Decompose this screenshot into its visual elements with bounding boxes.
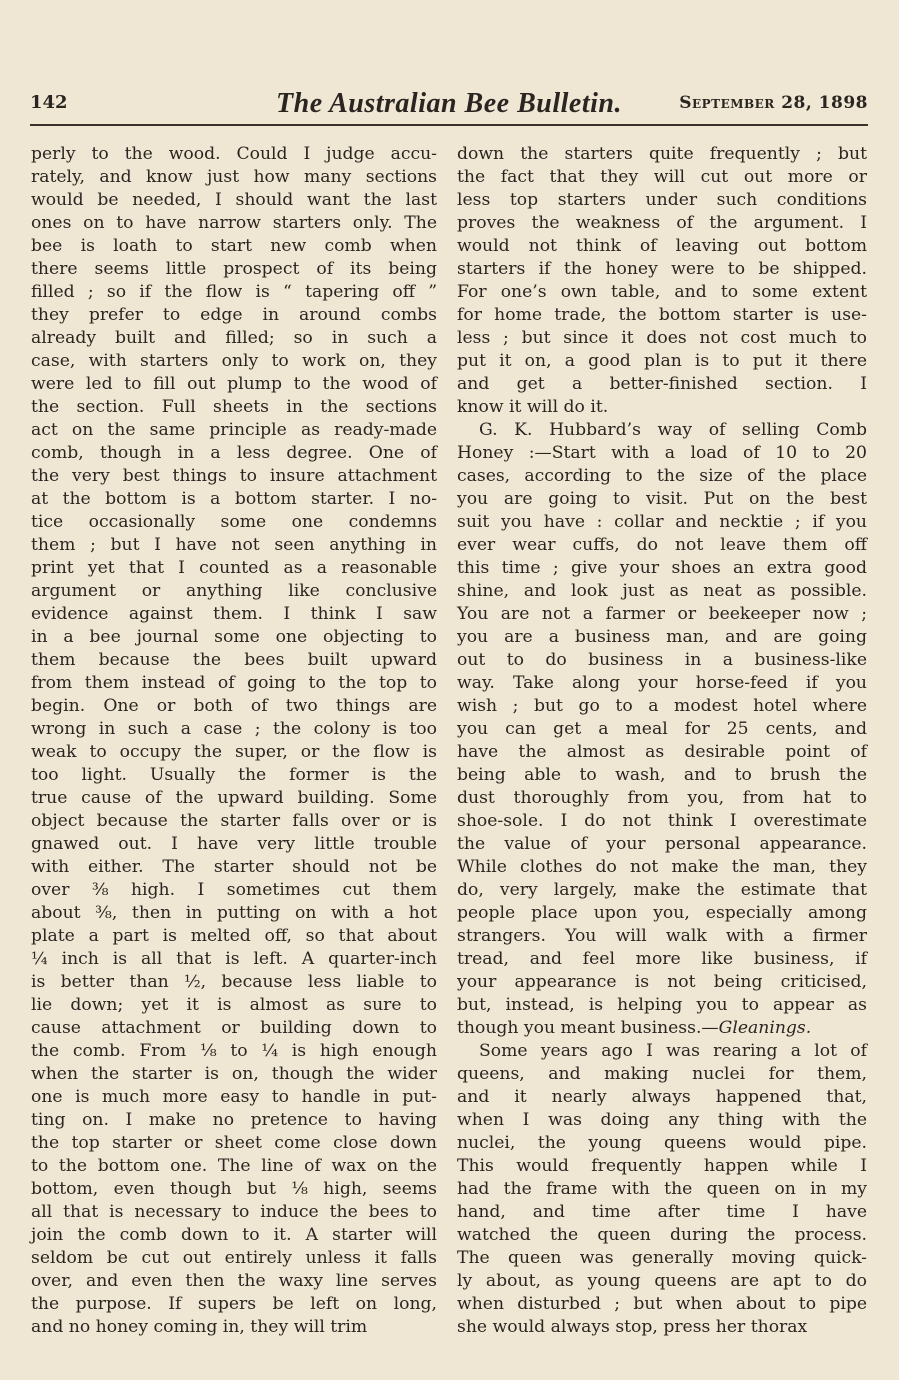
text-line: you are a business man, and are going (457, 627, 867, 647)
text-line: ever wear cuffs, do not leave them off (457, 535, 867, 555)
text-line: ly about, as young queens are apt to do (457, 1271, 867, 1291)
text-line: wrong in such a case ; the colony is too (31, 719, 437, 739)
text-line: but, instead, is helping you to appear as (457, 995, 867, 1015)
text-line: wish ; but go to a modest hotel where (457, 696, 867, 716)
text-line: over, and even then the waxy line serves (31, 1271, 437, 1291)
text-line: too light. Usually the former is the (31, 765, 437, 785)
text-line: cases, according to the size of the place (457, 466, 867, 486)
text-line: hand, and time after time I have (457, 1202, 867, 1222)
text-line: is better than ½, because less liable to (31, 972, 437, 992)
text-line: when the starter is on, though the wider (31, 1064, 437, 1084)
text-line: suit you have : collar and necktie ; if you (457, 512, 867, 532)
text-line: the top starter or sheet come close down (31, 1133, 437, 1153)
text-line: plate a part is melted off, so that about (31, 926, 437, 946)
text-line: For one’s own table, and to some extent (457, 282, 867, 302)
text-line: the very best things to insure attachment (31, 466, 437, 486)
text-line: strangers. You will walk with a firmer (457, 926, 867, 946)
text-line: for home trade, the bottom starter is use- (457, 305, 867, 325)
text-line: know it will do it. (457, 397, 609, 417)
text-line: to the bottom one. The line of wax on the (31, 1156, 437, 1176)
text-line: you are going to visit. Put on the best (457, 489, 867, 509)
text-line: Honey :—Start with a load of 10 to 20 (457, 443, 867, 463)
text-line: print yet that I counted as a reasonable (31, 558, 437, 578)
text-line: had the frame with the queen on in my (457, 1179, 867, 1199)
text-line: starters if the honey were to be shipped. (457, 259, 867, 279)
text-line: case, with starters only to work on, they (31, 351, 437, 371)
text-line: being able to wash, and to brush the (457, 765, 867, 785)
text-line: people place upon you, especially among (457, 903, 867, 923)
text-line: You are not a farmer or beekeeper now ; (457, 604, 867, 624)
text-line: already built and filled; so in such a (31, 328, 437, 348)
text-line: put it on, a good plan is to put it there (457, 351, 867, 371)
text-line: down the starters quite frequently ; but (457, 144, 867, 164)
text-line: would be needed, I should want the last (31, 190, 437, 210)
text-line: less ; but since it does not cost much to (457, 328, 867, 348)
text-line: evidence against them. I think I saw (31, 604, 437, 624)
text-line: true cause of the upward building. Some (31, 788, 437, 808)
page-header (30, 88, 868, 128)
text-line: act on the same principle as ready-made (31, 420, 437, 440)
text-line: This would frequently happen while I (457, 1156, 867, 1176)
text-line: filled ; so if the flow is “ tapering off ” (31, 282, 437, 302)
text-line: seldom be cut out entirely unless it falls (31, 1248, 437, 1268)
text-line: gnawed out. I have very little trouble (31, 834, 437, 854)
text-line: comb, though in a less degree. One of (31, 443, 437, 463)
text-line: shoe-sole. I do not think I overestimate (457, 811, 867, 831)
left-column (31, 143, 437, 1339)
text-line: this time ; give your shoes an extra good (457, 558, 867, 578)
text-line: G. K. Hubbard’s way of selling Comb (479, 420, 867, 440)
text-line: the comb. From ⅛ to ¼ is high enough (31, 1041, 437, 1061)
text-line: ¼ inch is all that is left. A quarter-inch (31, 949, 437, 969)
text-line: though you meant business.—Gleanings. (457, 1018, 812, 1038)
text-line: and get a better-finished section. I (457, 374, 867, 394)
text-line: proves the weakness of the argument. I (457, 213, 867, 233)
text-line: rately, and know just how many sections (31, 167, 437, 187)
text-line: were led to fill out plump to the wood of (31, 374, 437, 394)
text-line: she would always stop, press her thorax (457, 1317, 808, 1337)
text-line: way. Take along your horse-feed if you (457, 673, 867, 693)
text-line: nuclei, the young queens would pipe. (457, 1133, 867, 1153)
text-line: join the comb down to it. A starter will (31, 1225, 437, 1245)
text-line: and it nearly always happened that, (457, 1087, 867, 1107)
text-line: the purpose. If supers be left on long, (31, 1294, 437, 1314)
text-line: you can get a meal for 25 cents, and (457, 719, 867, 739)
text-line: perly to the wood. Could I judge accu- (31, 144, 437, 164)
text-line: queens, and making nuclei for them, (457, 1064, 867, 1084)
text-line: tread, and feel more like business, if (457, 949, 867, 969)
text-line: them ; but I have not seen anything in (31, 535, 437, 555)
text-line: would not think of leaving out bottom (457, 236, 867, 256)
text-line: watched the queen during the process. (457, 1225, 867, 1245)
text-line: the section. Full sheets in the sections (31, 397, 437, 417)
text-line: do, very largely, make the estimate that (457, 880, 867, 900)
text-line: dust thoroughly from you, from hat to (457, 788, 867, 808)
text-line: less top starters under such conditions (457, 190, 867, 210)
text-line: when disturbed ; but when about to pipe (457, 1294, 867, 1314)
header-rule (30, 124, 868, 126)
text-line: all that is necessary to induce the bees to (31, 1202, 437, 1222)
text-line: tice occasionally some one condemns (31, 512, 437, 532)
text-line: ones on to have narrow starters only. The (31, 213, 437, 233)
text-line: out to do business in a business-like (457, 650, 867, 670)
text-line: lie down; yet it is almost as sure to (31, 995, 437, 1015)
text-line: with either. The starter should not be (31, 857, 437, 877)
text-line: your appearance is not being criticised, (457, 972, 867, 992)
text-line: begin. One or both of two things are (31, 696, 437, 716)
text-line: object because the starter falls over or is (31, 811, 437, 831)
journal-title: The Australian Bee Bulletin. (276, 88, 622, 119)
text-line: in a bee journal some one objecting to (31, 627, 437, 647)
text-line: there seems little prospect of its being (31, 259, 437, 279)
text-line: the value of your personal appearance. (457, 834, 867, 854)
text-line: shine, and look just as neat as possible. (457, 581, 867, 601)
text-line: them because the bees built upward (31, 650, 437, 670)
text-line: argument or anything like conclusive (31, 581, 437, 601)
text-line: about ⅜, then in putting on with a hot (31, 903, 437, 923)
text-line: cause attachment or building down to (31, 1018, 437, 1038)
page-number: 142 (30, 92, 68, 113)
text-line: bottom, even though but ⅛ high, seems (31, 1179, 437, 1199)
text-line: when I was doing any thing with the (457, 1110, 867, 1130)
text-line: have the almost as desirable point of (457, 742, 867, 762)
issue-date: September 28, 1898 (679, 93, 868, 113)
text-line: over ⅜ high. I sometimes cut them (31, 880, 437, 900)
text-line: one is much more easy to handle in put- (31, 1087, 437, 1107)
text-line: the fact that they will cut out more or (457, 167, 867, 187)
text-line: they prefer to edge in around combs (31, 305, 437, 325)
text-line: from them instead of going to the top to (31, 673, 437, 693)
text-line: bee is loath to start new comb when (31, 236, 437, 256)
text-line: While clothes do not make the man, they (457, 857, 867, 877)
text-line: and no honey coming in, they will trim (31, 1317, 368, 1337)
text-line: The queen was generally moving quick- (457, 1248, 867, 1268)
text-line: weak to occupy the super, or the flow is (31, 742, 437, 762)
text-line: at the bottom is a bottom starter. I no- (31, 489, 437, 509)
right-column (457, 143, 867, 1339)
source-credit: Gleanings. (718, 1018, 812, 1038)
text-line: ting on. I make no pretence to having (31, 1110, 437, 1130)
text-line: Some years ago I was rearing a lot of (479, 1041, 867, 1061)
